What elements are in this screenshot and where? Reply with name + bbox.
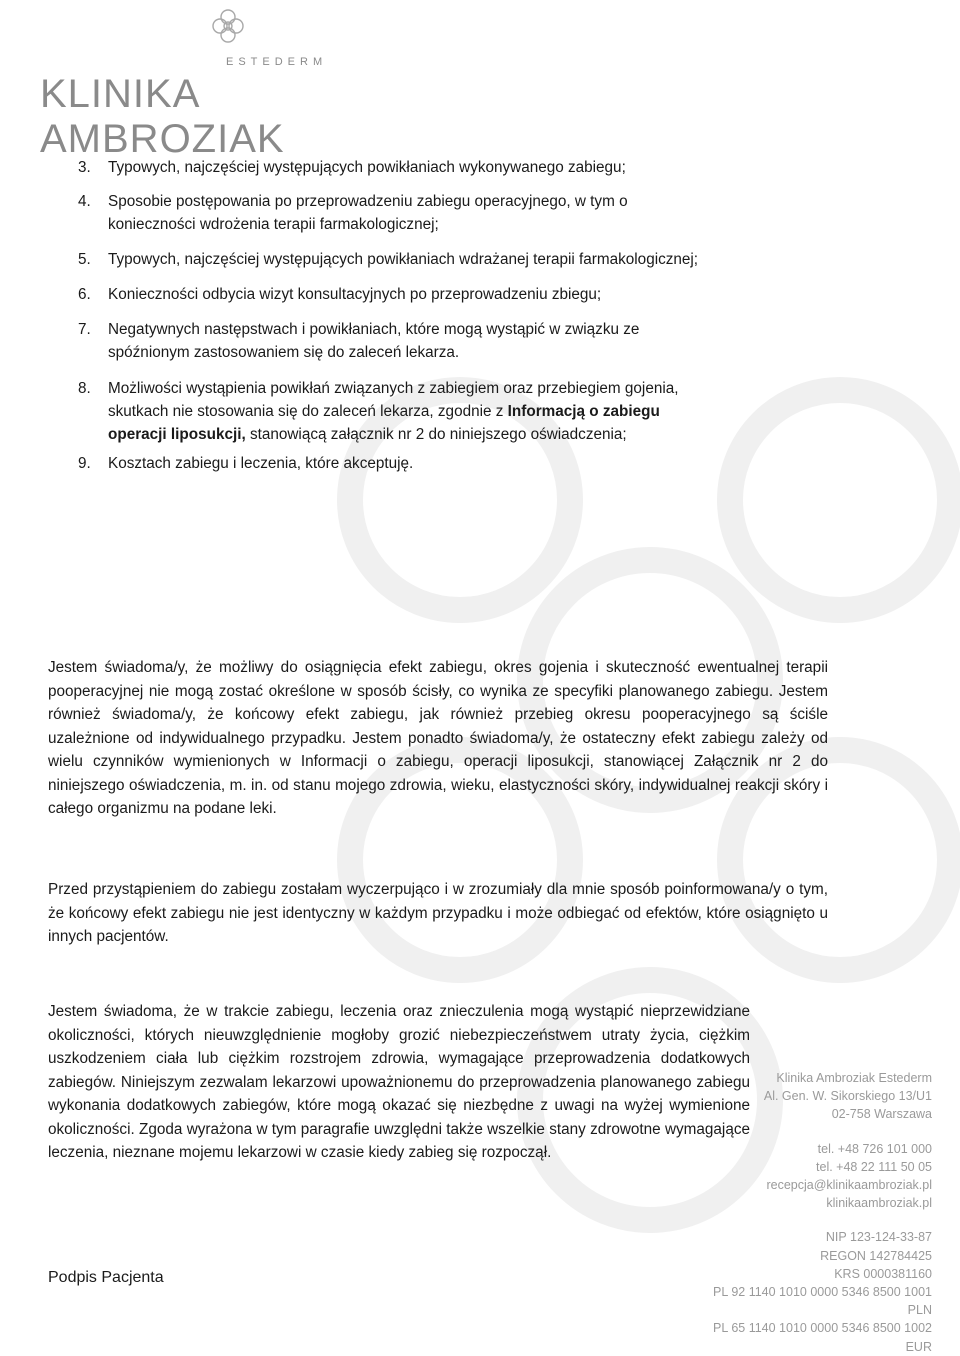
list-text-bold: Informacją o zabiegu operacji liposukcji, [108, 403, 660, 443]
contact-phone-1: tel. +48 726 101 000 [817, 1141, 932, 1156]
list-number: 8. [78, 380, 91, 397]
contact-bank-eur: PL 65 1140 1010 0000 5346 8500 1002 EUR [713, 1321, 932, 1354]
patient-signature-label: Podpis Pacjenta [48, 1269, 164, 1286]
contact-name: Klinika Ambroziak Estederm [776, 1071, 932, 1085]
list-item [78, 190, 718, 236]
list-item [78, 156, 718, 179]
logo-title: KLINIKA AMBROZIAK [40, 72, 285, 161]
paragraph-awareness: Jestem świadoma/y, że możliwy do osiągnięcia efekt zabiegu, okres gojenia i skuteczność ewentualnej terapii pooperacyjnej nie mogą zostać określone w sposób ścisły, co wynika ze specyfiki planowanego zabiegu. Jestem również świadoma/y, że końcowy efekt zabiegu, jak również przebieg okresu pooperacyjnego są ściśle uzależnione od indywidualnego przypadku. Jestem ponadto świadoma/y, że ostateczny efekt zabiegu zależy od wielu czynników wymienionych w Informacji o zabiegu, operacji liposukcji, stanowiącej Załącznik nr 2 do niniejszego oświadczenia, m. in. od stanu mojego zdrowia, wieku, elastyczności skóry, indywidualnej reakcji skóry i całego organizmu na podane leki. [48, 659, 828, 817]
contact-email: recepcja@klinikaambroziak.pl [766, 1178, 932, 1193]
contact-krs: KRS 0000381160 [834, 1266, 932, 1281]
list-number: 7. [78, 321, 91, 338]
list-item [78, 452, 718, 475]
paragraph-consent: Jestem świadoma, że w trakcie zabiegu, leczenia oraz znieczulenia mogą wystąpić nieprzewidziane okoliczności, których nieuwzględnienie mogłoby grozić niebezpieczeństwem utraty życia, ciężkim uszkodzeniem ciała lub ciężkim rozstrojem zdrowia, wymagające przeprowadzenia dodatkowych zabiegów. Niniejszym zezwalam lekarzowi upoważnionemu do przeprowadzenia planowanego zabiegu wykonania dodatkowych zabiegów, które mogą okazać się niezbędne z uwagi na wyżej wymienione okoliczności. Zgoda wyrażona w tym paragrafie uwzględni także wszelkie stany zdrowotne wymagające leczenia, nieznane mojemu lekarzowi w czasie kiedy zabieg się rozpoczął. [48, 1003, 750, 1161]
list-text: Typowych, najczęściej występujących powikłaniach wdrażanej terapii farmakologicznej; [108, 251, 699, 268]
list-item [78, 377, 718, 446]
list-number: 3. [78, 159, 91, 176]
contact-phone-2: tel. +48 22 111 50 05 [816, 1159, 932, 1174]
list-number: 9. [78, 455, 91, 472]
list-text [108, 377, 718, 446]
list-text-after: stanowiącą załącznik nr 2 do niniejszego oświadczenia; [245, 426, 627, 443]
list-text-before: Możliwości wystąpienia powikłań związanych z zabiegiem oraz przebiegiem gojenia, skutkach nie stosowania się do zaleceń lekarza, zgodnie z [108, 380, 679, 420]
contact-website: klinikaambroziak.pl [826, 1196, 932, 1211]
list-number: 5. [78, 251, 91, 268]
list-item [78, 283, 718, 306]
list-item [78, 318, 718, 364]
contact-bank-pln: PL 92 1140 1010 0000 5346 8500 1001 PLN [713, 1285, 932, 1318]
list-text: Typowych, najczęściej występujących powikłaniach wykonywanego zabiegu; [108, 159, 626, 176]
paragraph-informed: Przed przystąpieniem do zabiegu zostałam wyczerpująco i w zrozumiały dla mnie sposób poinformowana/y o tym, że końcowy efekt zabiegu nie jest identyczny w każdym przypadku i może odbiegać od efektów, które osiągnięto u innych pacjentów. [48, 881, 828, 945]
contact-city: 02-758 Warszawa [831, 1107, 932, 1122]
contact-regon: REGON 142784425 [820, 1248, 932, 1263]
list-text: Sposobie postępowania po przeprowadzeniu zabiegu operacyjnego, w tym o konieczności wdrożenia terapii farmakologicznej; [108, 193, 628, 233]
consent-list [78, 156, 718, 487]
logo-subtitle: ESTEDERM [226, 56, 328, 68]
list-number: 4. [78, 193, 91, 210]
logo-emblem-icon [206, 4, 250, 52]
contact-nip: NIP 123-124-33-87 [825, 1230, 932, 1245]
list-text: Konieczności odbycia wizyt konsultacyjnych po przeprowadzeniu zbiegu; [108, 286, 602, 303]
contact-block [692, 1069, 932, 1356]
list-text: Negatywnych następstwach i powikłaniach, które mogą wystąpić w związku ze spóźnionym zastosowaniem się do zaleceń lekarza. [108, 321, 640, 361]
list-text: Kosztach zabiegu i leczenia, które akceptuję. [108, 455, 414, 472]
contact-street: Al. Gen. W. Sikorskiego 13/U1 [763, 1089, 932, 1104]
list-number: 6. [78, 286, 91, 303]
clinic-logo [30, 4, 410, 161]
list-item [78, 248, 718, 271]
